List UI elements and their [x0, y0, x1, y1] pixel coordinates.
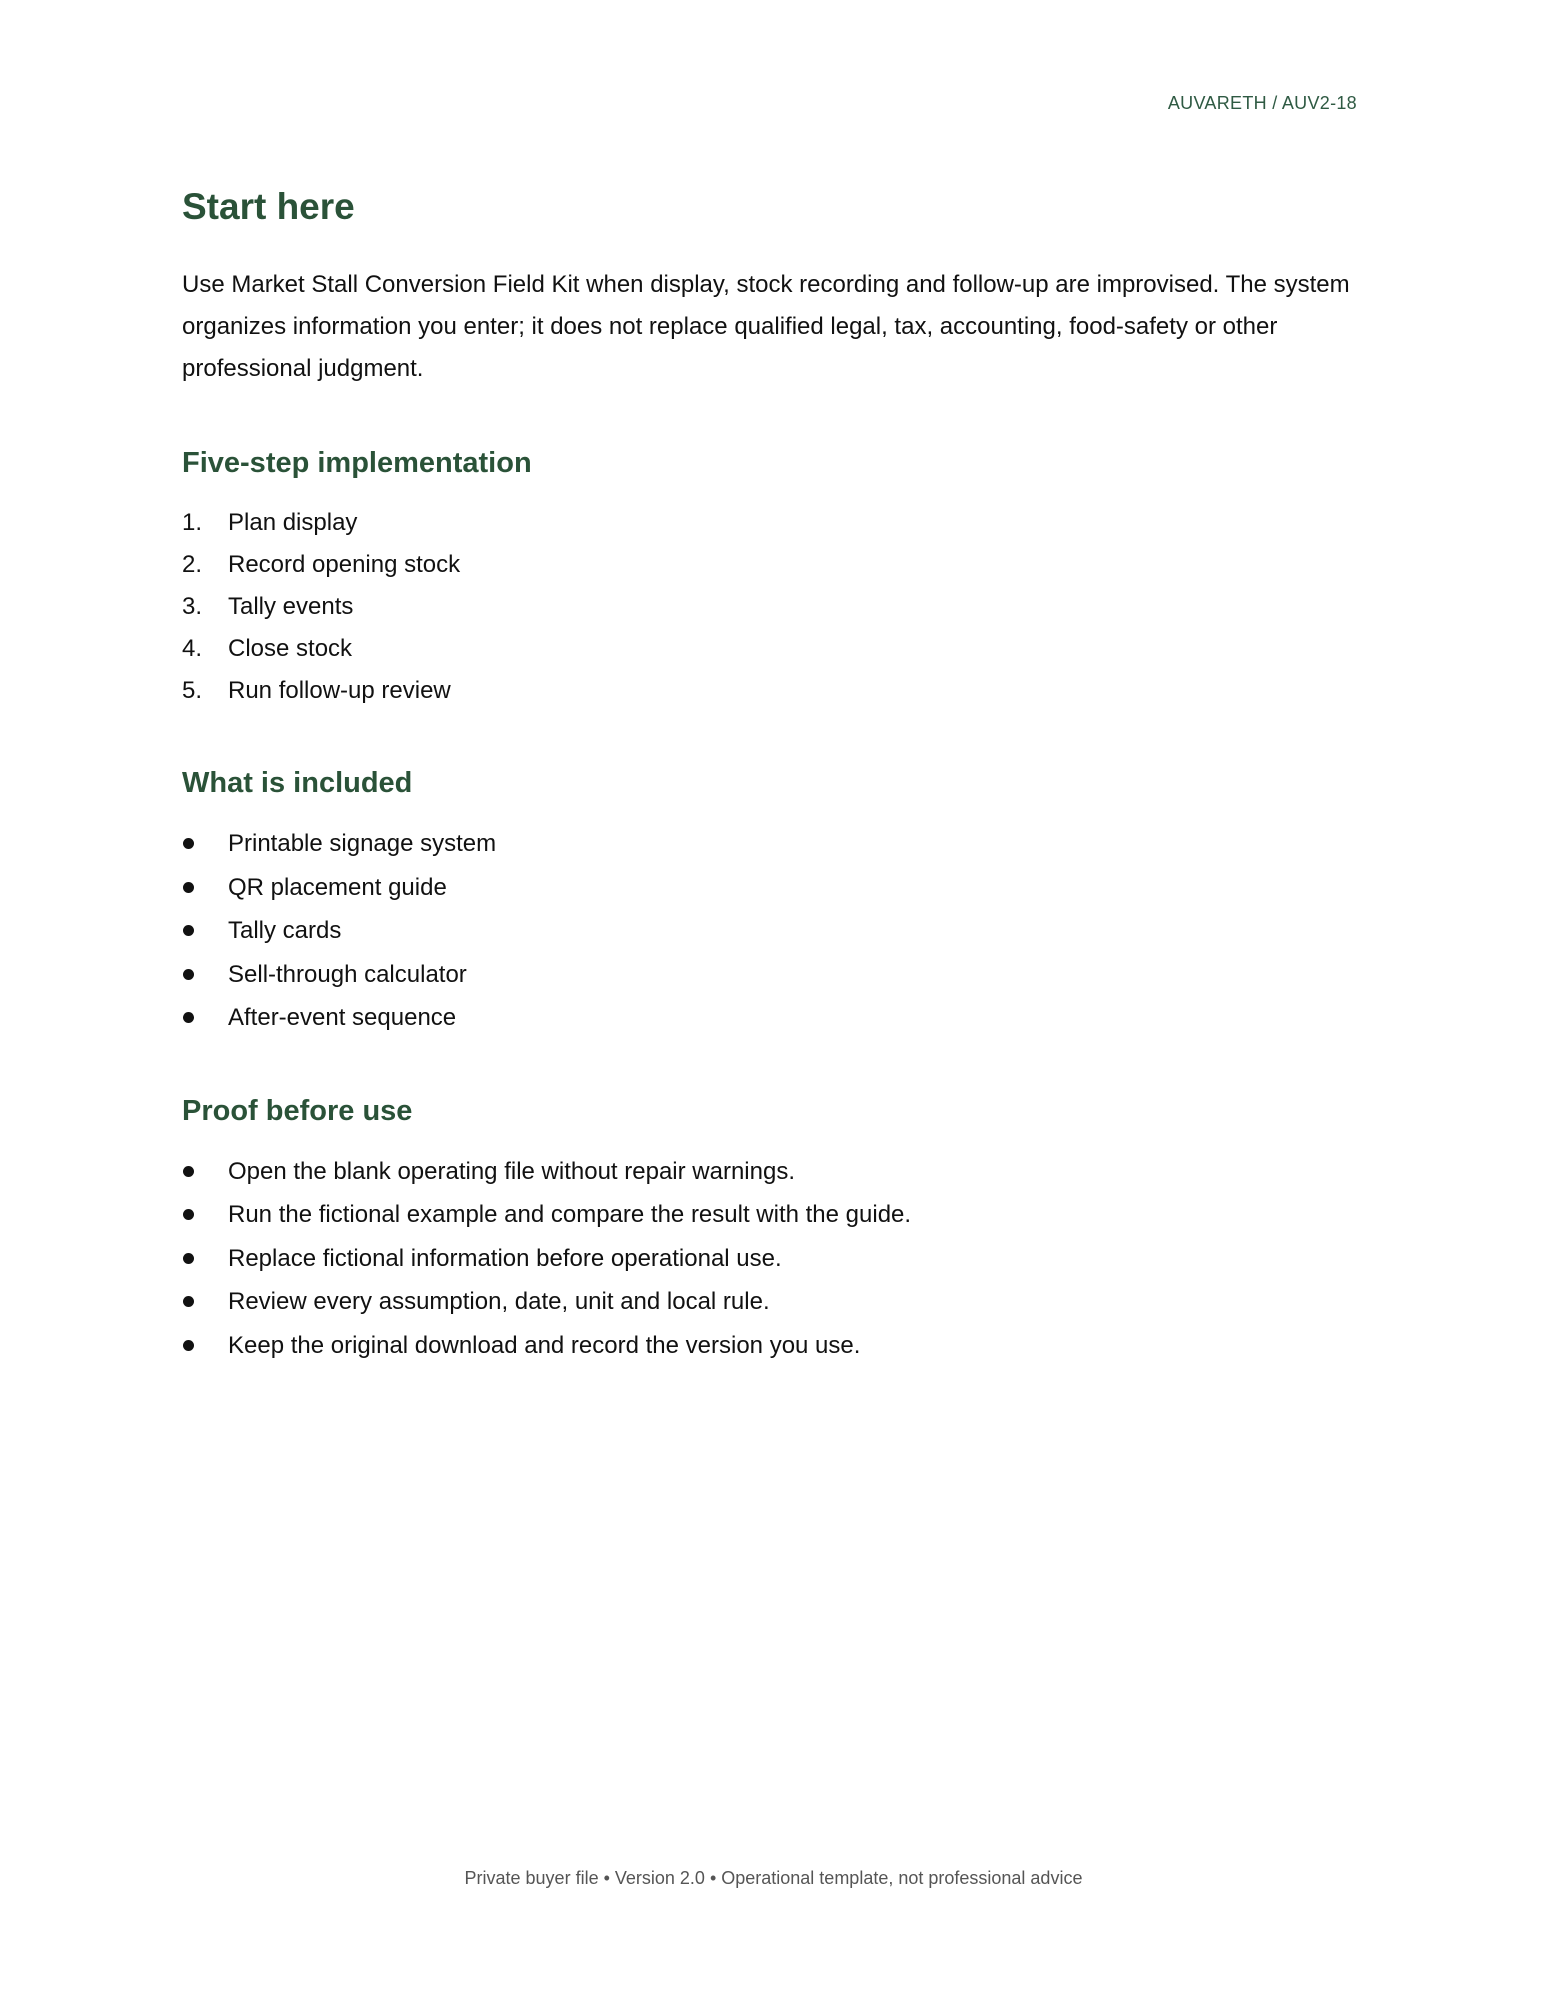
- included-item-text: Tally cards: [228, 917, 342, 944]
- proof-item: [182, 1193, 1372, 1237]
- proof-item: [182, 1237, 1372, 1281]
- step-text: Close stock: [228, 635, 353, 662]
- proof-item: [182, 1150, 1372, 1194]
- bullet-icon: [183, 1296, 194, 1307]
- step-text: Plan display: [228, 509, 358, 536]
- bullet-icon: [183, 1253, 194, 1264]
- step-item: [182, 502, 1372, 544]
- included-heading: What is included: [182, 767, 413, 799]
- included-item-text: Printable signage system: [228, 830, 497, 857]
- included-item-text: QR placement guide: [228, 873, 447, 901]
- step-text: Record opening stock: [228, 551, 461, 578]
- proof-item: [182, 1280, 1372, 1324]
- proof-list: [182, 1150, 1372, 1368]
- included-item: [182, 996, 1372, 1040]
- included-item: [182, 822, 1372, 866]
- step-text: Tally events: [228, 593, 354, 620]
- step-item: [182, 628, 1372, 670]
- included-item: [182, 866, 1372, 910]
- included-item: [182, 953, 1372, 997]
- bullet-icon: [183, 1012, 194, 1023]
- step-number: 1.: [182, 509, 203, 536]
- implementation-steps: [182, 502, 1372, 712]
- document-content: [182, 180, 1372, 1417]
- proof-item-text: Open the blank operating file without repair warnings.: [228, 1157, 795, 1185]
- page-title: Start here: [182, 186, 355, 227]
- proof-item-text: Replace fictional information before operational use.: [228, 1244, 782, 1272]
- step-item: [182, 586, 1372, 628]
- step-number: 2.: [182, 551, 203, 578]
- step-item: [182, 670, 1372, 712]
- included-list: [182, 822, 1372, 1040]
- bullet-icon: [183, 1340, 194, 1351]
- bullet-icon: [183, 925, 194, 936]
- step-number: 4.: [182, 635, 203, 662]
- step-number: 5.: [182, 677, 203, 704]
- document-code: AUVARETH / AUV2-18: [1167, 93, 1357, 113]
- intro-paragraph: Use Market Stall Conversion Field Kit when display, stock recording and follow-up are improvised. The system organizes information you enter; it does not replace qualified legal, tax, accounting, food-safety or other professional judgment.: [182, 271, 1350, 382]
- bullet-icon: [183, 969, 194, 980]
- step-number: 3.: [182, 593, 203, 620]
- step-item: [182, 544, 1372, 586]
- included-item: [182, 909, 1372, 953]
- proof-item-text: Keep the original download and record the version you use.: [228, 1331, 861, 1359]
- bullet-icon: [183, 1166, 194, 1177]
- bullet-icon: [183, 1209, 194, 1220]
- included-item-text: After-event sequence: [228, 1004, 457, 1031]
- page-footer: Private buyer file • Version 2.0 • Operational template, not professional advice: [464, 1868, 1083, 1888]
- bullet-icon: [183, 838, 194, 849]
- included-item-text: Sell-through calculator: [228, 960, 467, 988]
- proof-heading: Proof before use: [182, 1094, 413, 1127]
- proof-item: [182, 1324, 1372, 1368]
- proof-item-text: Run the fictional example and compare the result with the guide.: [228, 1201, 912, 1228]
- implementation-heading: Five-step implementation: [182, 447, 532, 479]
- proof-item-text: Review every assumption, date, unit and local rule.: [228, 1288, 770, 1315]
- step-text: Run follow-up review: [228, 677, 451, 704]
- bullet-icon: [183, 882, 194, 893]
